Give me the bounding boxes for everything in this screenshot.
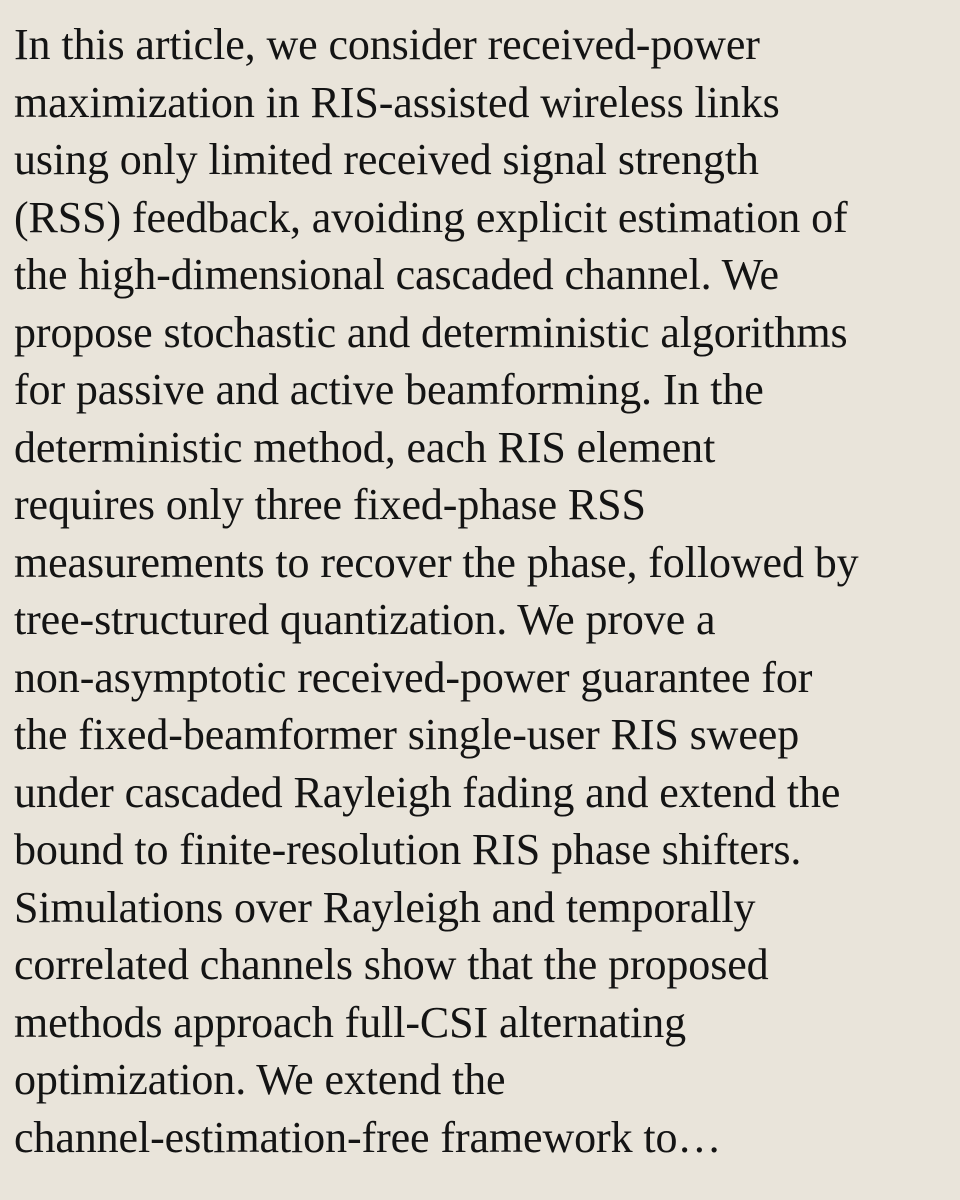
abstract-line: tree-structured quantization. We prove a <box>14 595 716 644</box>
abstract-line: Simulations over Rayleigh and temporally <box>14 882 756 932</box>
abstract-line: for passive and active beamforming. In the <box>14 365 764 414</box>
abstract-line: propose stochastic and deterministic algorithms <box>14 307 848 357</box>
abstract-line: correlated channels show that the proposed <box>14 940 769 989</box>
abstract-line: requires only three fixed-phase RSS <box>14 480 646 529</box>
abstract-line: optimization. We extend the <box>14 1055 506 1104</box>
abstract-line: the fixed-beamformer single-user RIS sweep <box>14 710 800 759</box>
abstract-line: the high-dimensional cascaded channel. We <box>14 250 779 299</box>
abstract-line: bound to finite-resolution RIS phase shifters. <box>14 825 802 874</box>
abstract-line: maximization in RIS-assisted wireless links <box>14 77 780 127</box>
abstract-line: channel-estimation-free framework to… <box>14 1112 722 1162</box>
abstract-line: (RSS) feedback, avoiding explicit estimation of <box>14 192 848 242</box>
abstract-line: under cascaded Rayleigh fading and extend the <box>14 767 841 817</box>
abstract-line: methods approach full-CSI alternating <box>14 997 687 1047</box>
abstract-line: using only limited received signal strength <box>14 135 759 184</box>
abstract-line: In this article, we consider received-power <box>14 20 760 69</box>
abstract-line: non-asymptotic received-power guarantee for <box>14 652 813 702</box>
abstract-text <box>14 16 954 1166</box>
abstract-line: measurements to recover the phase, followed by <box>14 537 859 587</box>
abstract-line: deterministic method, each RIS element <box>14 422 716 472</box>
